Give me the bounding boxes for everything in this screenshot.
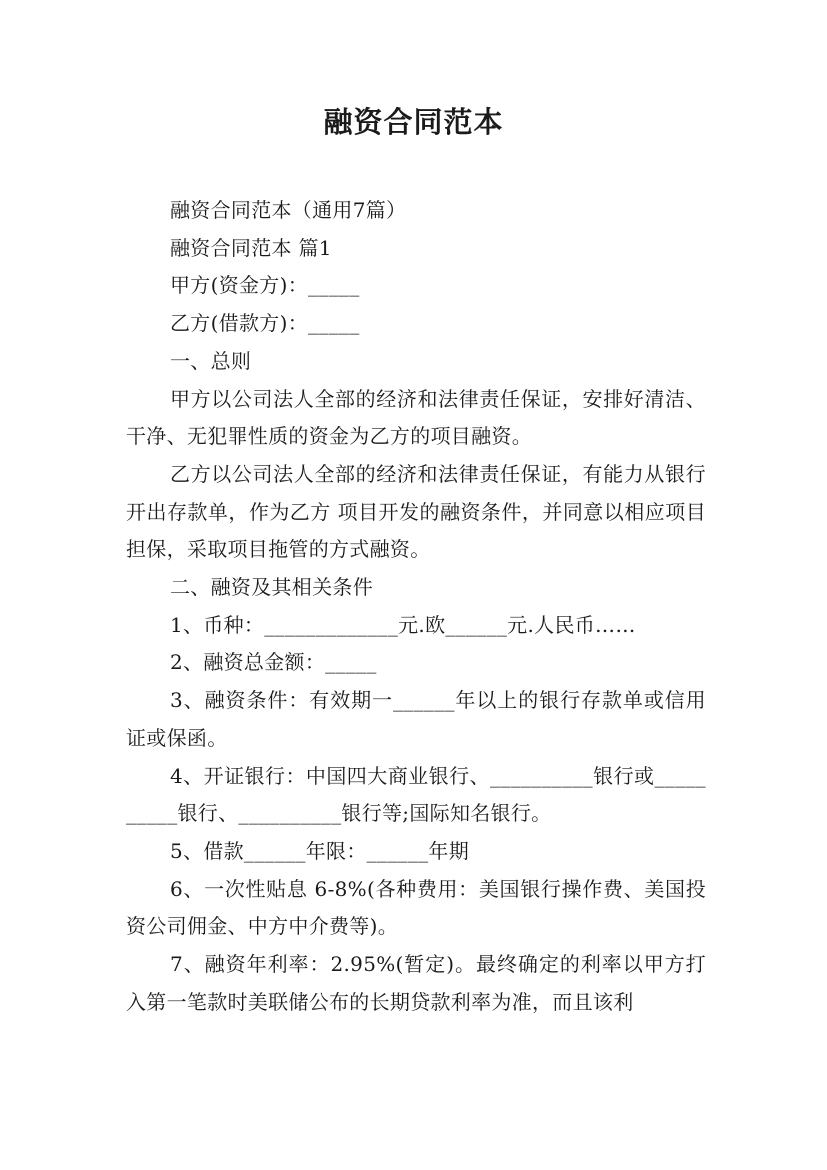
paragraph-item-1: 1、币种：_____________元.欧______元.人民币…… [170, 612, 636, 637]
paragraph-item-5: 5、借款______年限：______年期 [170, 838, 470, 863]
paragraph-item-7: 7、融资年利率：2.95%(暂定)。最终确定的利率以甲方打入第一笔款时美联储公布的长期贷款利率为准，而且该利 [126, 952, 706, 1014]
paragraph-item-2: 2、融资总金额：_____ [170, 650, 377, 675]
paragraph-party-b: 乙方(借款方)：_____ [170, 311, 360, 336]
paragraph-item-6: 6、一次性贴息 6-8%(各种费用：美国银行操作费、美国投资公司佣金、中方中介费等)。 [126, 876, 706, 939]
document-title: 融资合同范本 [323, 105, 504, 139]
document-body [126, 192, 706, 1021]
paragraph-party-a: 甲方(资金方)：_____ [170, 273, 360, 298]
paragraph-section-heading: 融资合同范本 篇1 [170, 235, 332, 260]
paragraph-general-b: 乙方以公司法人全部的经济和法律责任保证，有能力从银行开出存款单，作为乙方 项目开发的融资条件，并同意以相应项目担保，采取项目拖管的方式融资。 [126, 461, 706, 562]
paragraph-general-heading: 一、总则 [170, 348, 252, 373]
paragraph-item-4: 4、开证银行：中国四大商业银行、__________银行或__________银行、__________银行等;国际知名银行。 [126, 763, 706, 826]
paragraph-financing-heading: 二、融资及其相关条件 [170, 575, 373, 600]
paragraph-subtitle: 融资合同范本（通用7篇） [170, 198, 407, 222]
paragraph-general-a: 甲方以公司法人全部的经济和法律责任保证，安排好清洁、干净、无犯罪性质的资金为乙方的项目融资。 [126, 386, 706, 449]
paragraph-item-3: 3、融资条件：有效期一______年以上的银行存款单或信用证或保函。 [126, 688, 706, 750]
